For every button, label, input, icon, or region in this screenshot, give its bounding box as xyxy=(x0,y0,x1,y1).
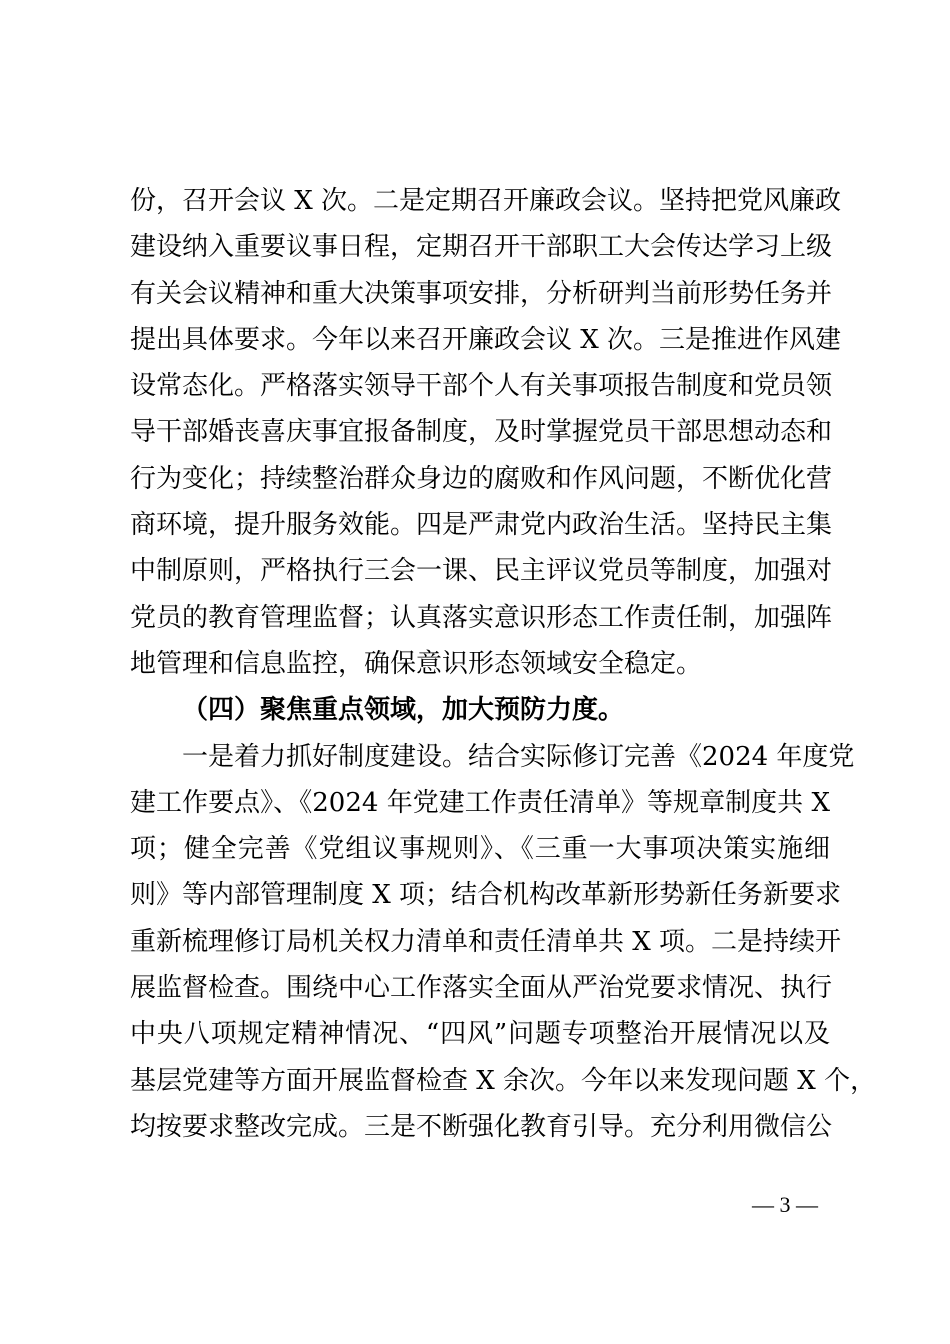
text-line: 基层党建等方面开展监督检查 X 余次。今年以来发现问题 X 个， xyxy=(130,1065,877,1096)
text-line: 设常态化。严格落实领导干部个人有关事项报告制度和党员领 xyxy=(130,371,833,402)
text-line: 导干部婚丧喜庆事宜报备制度，及时掌握党员干部思想动态和 xyxy=(130,417,833,448)
text-line: 一是着力抓好制度建设。结合实际修订完善《2024 年度党 xyxy=(130,741,855,772)
text-line: 建工作要点》、《2024 年党建工作责任清单》等规章制度共 X xyxy=(130,787,830,818)
section-heading: （四）聚焦重点领域，加大预防力度。 xyxy=(182,695,625,726)
text-line: 商环境，提升服务效能。四是严肃党内政治生活。坚持民主集 xyxy=(130,510,833,541)
text-line: 党员的教育管理监督；认真落实意识形态工作责任制，加强阵 xyxy=(130,602,833,633)
text-line: 建设纳入重要议事日程，定期召开干部职工大会传达学习上级 xyxy=(130,232,833,263)
page-number: — 3 — xyxy=(752,1192,818,1217)
text-line: 重新梳理修订局机关权力清单和责任清单共 X 项。二是持续开 xyxy=(130,926,842,957)
text-line: 则》等内部管理制度 X 项；结合机构改革新形势新任务新要求 xyxy=(130,880,842,911)
text-line: 份，召开会议 X 次。二是定期召开廉政会议。坚持把党风廉政 xyxy=(130,186,842,216)
text-line: 地管理和信息监控，确保意识形态领域安全稳定。 xyxy=(130,648,703,679)
text-line: 中央八项规定精神情况、“四风”问题专项整治开展情况以及 xyxy=(130,1019,830,1050)
text-line: 提出具体要求。今年以来召开廉政会议 X 次。三是推进作风建 xyxy=(130,324,842,355)
text-line: 中制原则，严格执行三会一课、民主评议党员等制度，加强对 xyxy=(130,556,833,587)
text-line: 项；健全完善《党组议事规则》、《三重一大事项决策实施细 xyxy=(130,834,830,865)
text-line: 有关会议精神和重大决策事项安排，分析研判当前形势任务并 xyxy=(130,278,833,309)
text-line: 均按要求整改完成。三是不断强化教育引导。充分利用微信公 xyxy=(130,1111,833,1142)
text-line: 展监督检查。围绕中心工作落实全面从严治党要求情况、执行 xyxy=(130,973,833,1004)
text-line: 行为变化；持续整治群众身边的腐败和作风问题，不断优化营 xyxy=(130,463,833,494)
body-text xyxy=(130,178,877,1150)
